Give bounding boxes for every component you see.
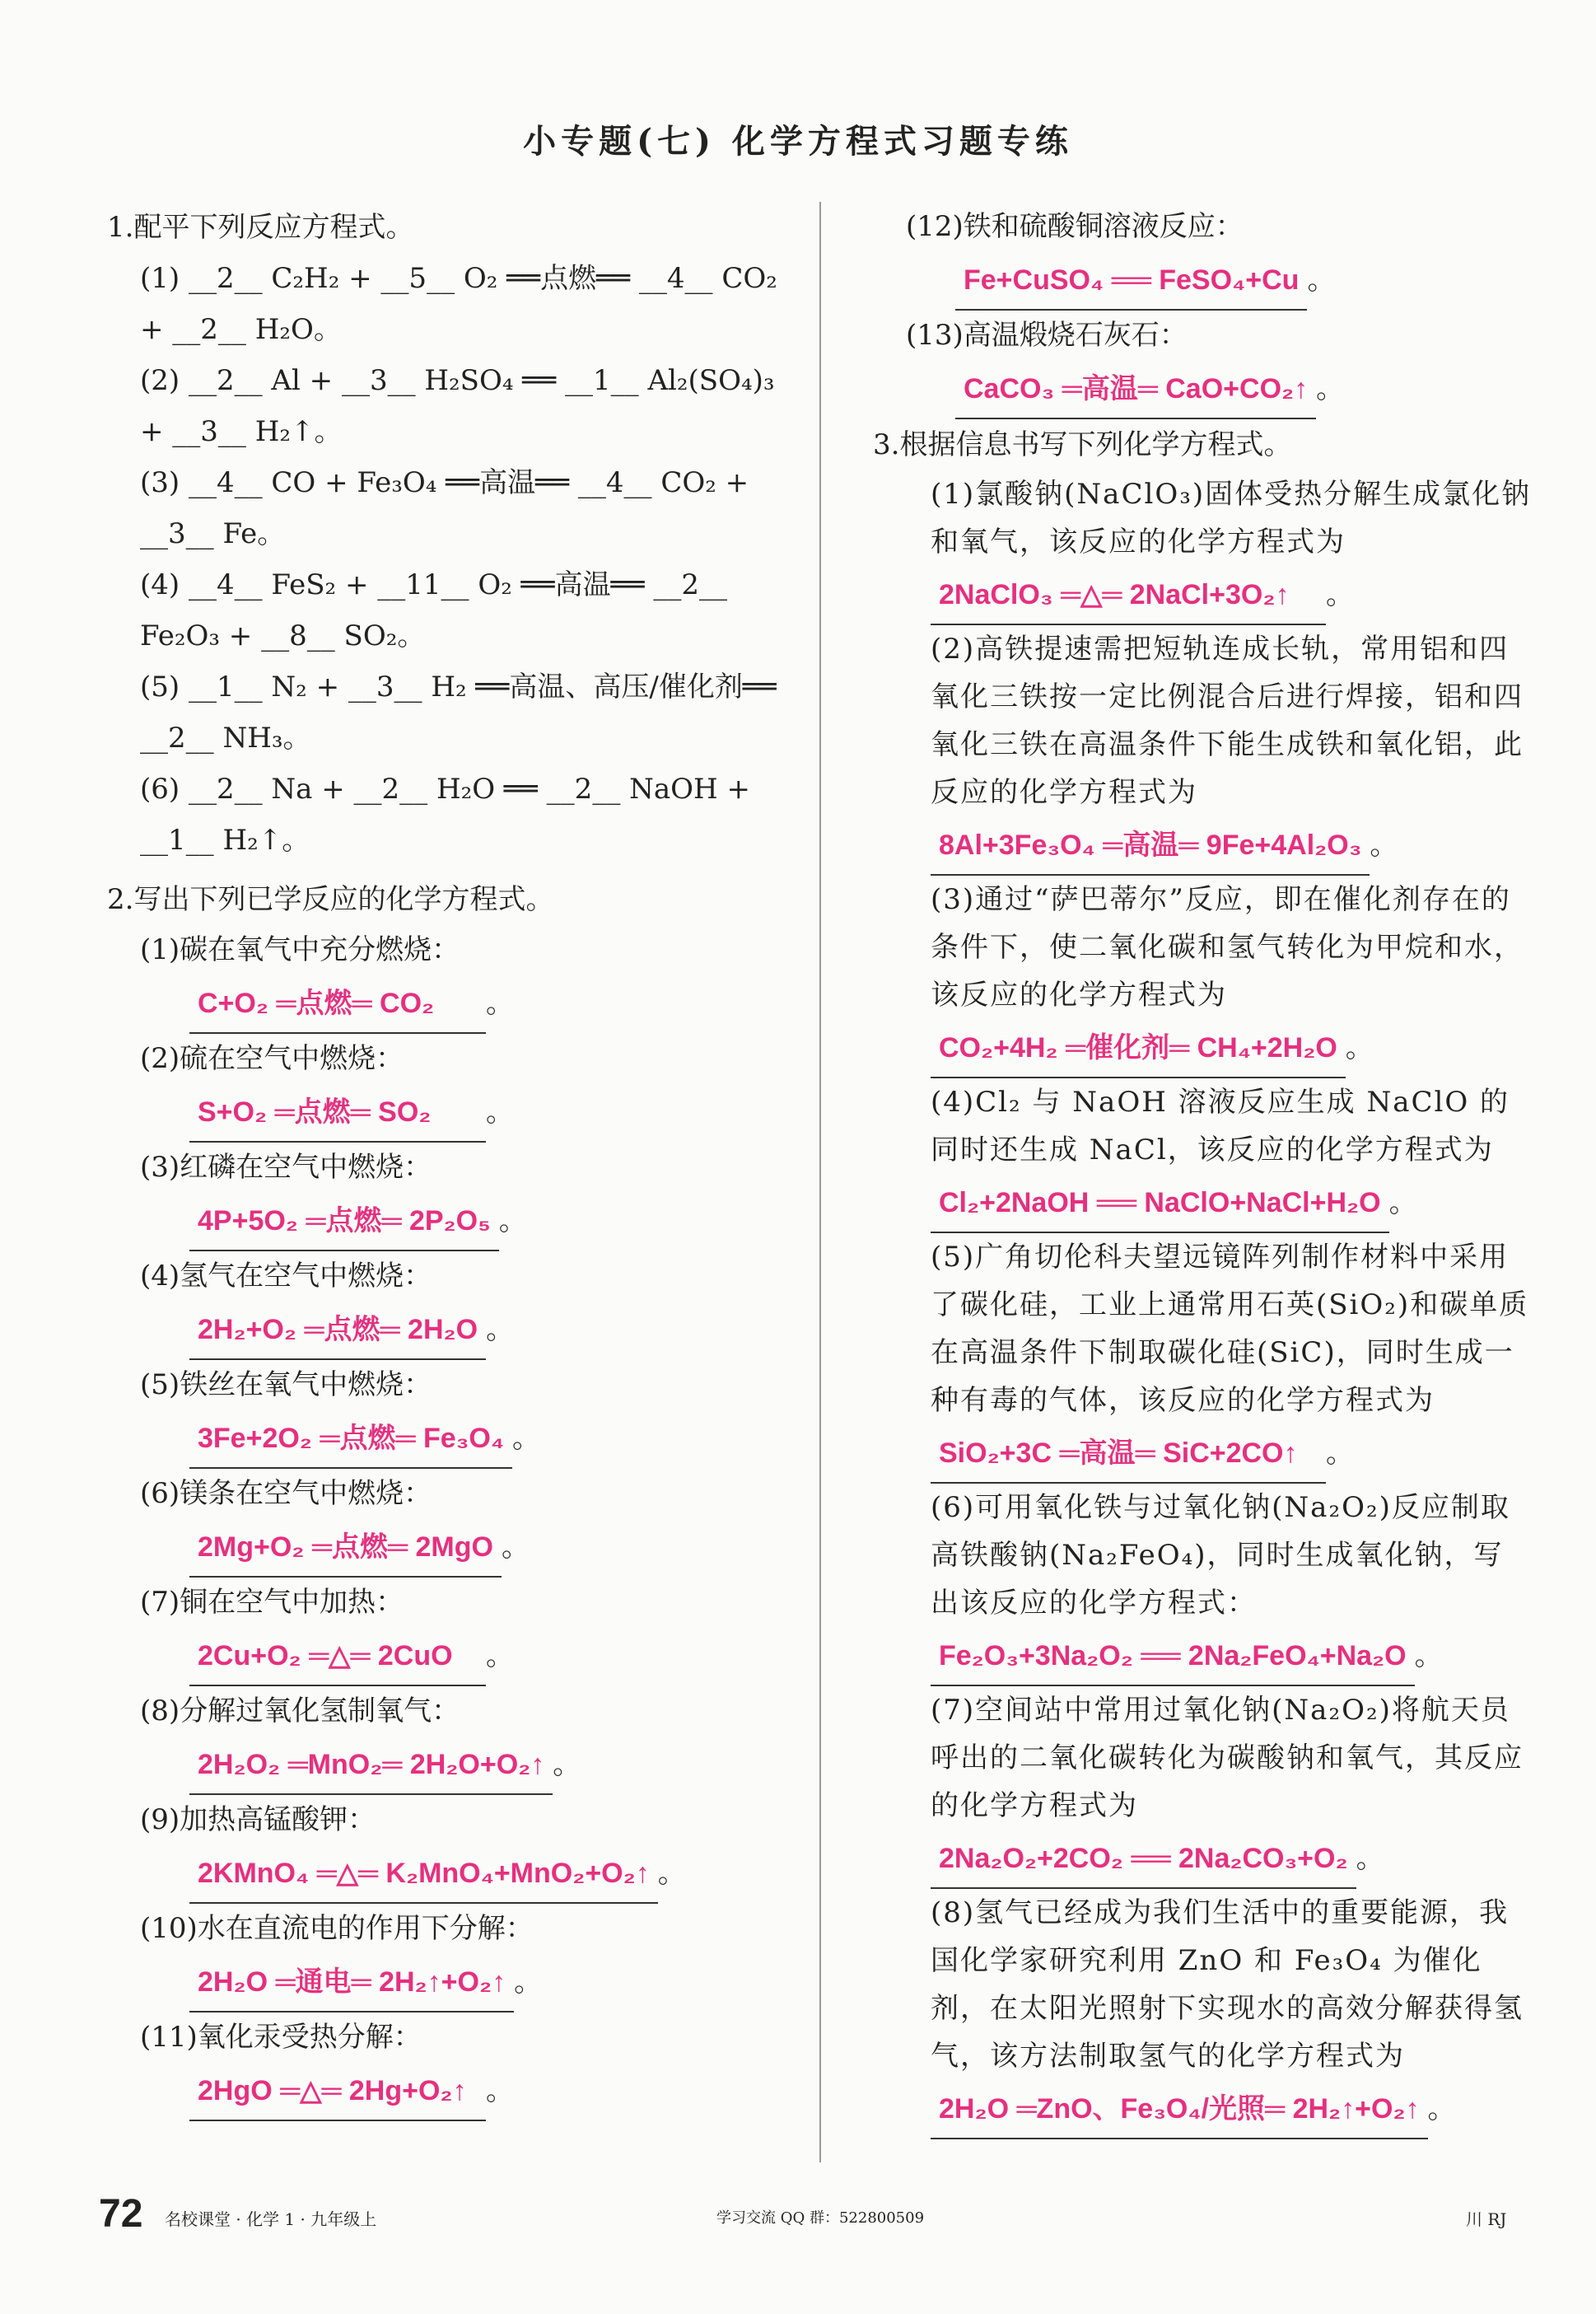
q2-period: 。 xyxy=(486,1639,514,1672)
qq-group: 学习交流 QQ 群：522800509 xyxy=(716,2209,925,2227)
q3-answer-line xyxy=(873,1830,1532,1889)
q3-question: (8)氢气已经成为我们生活中的重要能源，我国化学家研究利用 ZnO 和 Fe₃O₄ 为催化剂，在太阳光照射下实现水的高效分解获得氢气，该方法制取氢气的化学方程式为 xyxy=(931,1896,1524,2073)
q1-item-equation: __2__ Al + __3__ H₂SO₄ ══ __1__ Al₂(SO₄)₃ + __3__ H₂↑。 xyxy=(140,364,775,448)
q2-question: (1)碳在氧气中充分燃烧： xyxy=(140,933,460,966)
q2-question: (10)水在直流电的作用下分解： xyxy=(140,1912,534,1945)
q3-answer: SiO₂+3C ═高温═ SiC+2CO↑ xyxy=(931,1424,1326,1484)
q2-answer-line xyxy=(873,360,1532,419)
q2-answer-line xyxy=(873,251,1532,311)
q2-answer-line xyxy=(107,1192,799,1251)
q3-period: 。 xyxy=(1414,1639,1443,1672)
q2-answer: 4P+5O₂ ═点燃═ 2P₂O₅ xyxy=(189,1192,499,1251)
q3-question: (5)广角切伦科夫望远镜阵列制作材料中采用了碳化硅，工业上通常用石英(SiO₂)和碳单质在高温条件下制取碳化硅(SiC)，同时生成一种有毒的气体，该反应的化学方程式为 xyxy=(931,1241,1529,1417)
q2-period: 。 xyxy=(486,2074,514,2107)
q2-item-6 xyxy=(107,1469,799,1578)
q1-heading: 1.配平下列反应方程式。 xyxy=(107,211,414,244)
q2-answer: C+O₂ ═点燃═ CO₂ xyxy=(189,975,486,1034)
q3-question: (3)通过“萨巴蒂尔”反应，即在催化剂存在的条件下，使二氧化碳和氢气转化为甲烷和水，该反应的化学方程式为 xyxy=(931,883,1524,1012)
page-footer xyxy=(0,2191,1596,2241)
q2-answer-line xyxy=(107,2062,799,2121)
q3-list xyxy=(873,470,1532,2139)
q3-period: 。 xyxy=(1345,1031,1374,1064)
q3-answer: 2Na₂O₂+2CO₂ ══ 2Na₂CO₃+O₂ xyxy=(931,1830,1356,1889)
q2-question: (7)铜在空气中加热： xyxy=(140,1586,404,1619)
q3-answer: CO₂+4H₂ ═催化剂═ CH₄+2H₂O xyxy=(931,1019,1346,1078)
q2-answer-line xyxy=(107,1953,799,2012)
q2-answer-line xyxy=(107,975,799,1034)
q1-item-2 xyxy=(107,355,799,457)
q2-answer: Fe+CuSO₄ ══ FeSO₄+Cu xyxy=(955,251,1307,311)
q2-period: 。 xyxy=(657,1857,686,1890)
q3-heading: 3.根据信息书写下列化学方程式。 xyxy=(873,428,1292,461)
q2-answer: 2Cu+O₂ ═△═ 2CuO xyxy=(189,1627,486,1686)
q3-answer-line xyxy=(873,566,1532,625)
q3-question: (6)可用氧化铁与过氧化钠(Na₂O₂)反应制取高铁酸钠(Na₂FeO₄)，同时生成氧化钠，写出该反应的化学方程式： xyxy=(931,1491,1510,1620)
q3-item-6 xyxy=(873,1484,1532,1686)
q3-answer-line xyxy=(873,1019,1532,1078)
q2-question: (8)分解过氧化氢制氧气： xyxy=(140,1695,460,1727)
column-divider xyxy=(819,202,821,2162)
q1-item-label: (3) xyxy=(140,466,189,499)
q1-item-1 xyxy=(107,253,799,355)
q2-question: (12)铁和硫酸铜溶液反应： xyxy=(906,210,1244,243)
q3-period: 。 xyxy=(1370,829,1398,862)
q1-item-equation: __4__ CO + Fe₃O₄ ══高温══ __4__ CO₂ + __3__ Fe。 xyxy=(140,466,749,550)
q3-answer-line xyxy=(873,1627,1532,1686)
q3-answer-line xyxy=(873,816,1532,876)
q2-period: 。 xyxy=(486,1313,515,1346)
q2-item-8 xyxy=(107,1686,799,1795)
q2-period: 。 xyxy=(1316,372,1345,405)
q2-answer-line xyxy=(107,1736,799,1795)
q2-item-11 xyxy=(107,2012,799,2121)
q3-period: 。 xyxy=(1356,1842,1384,1875)
q3-question: (1)氯酸钠(NaClO₃)固体受热分解生成氯化钠和氧气，该反应的化学方程式为 xyxy=(931,478,1532,559)
q2-question: (13)高温煅烧石灰石： xyxy=(906,319,1188,352)
q1-item-equation: __2__ Na + __2__ H₂O ══ __2__ NaOH + __1__ H₂↑。 xyxy=(140,773,750,857)
q2-answer-line xyxy=(107,1627,799,1686)
page-number: 72 xyxy=(99,2192,143,2236)
q1-item-3 xyxy=(107,457,799,559)
q2-item-9 xyxy=(107,1795,799,1904)
q3-period: 。 xyxy=(1388,1186,1417,1219)
q2-period: 。 xyxy=(501,1531,530,1564)
q3-answer: 2H₂O ═ZnO、Fe₃O₄/光照═ 2H₂↑+O₂↑ xyxy=(931,2080,1428,2139)
q2-answer-line xyxy=(107,1844,799,1904)
q2-answer: 2H₂O₂ ═MnO₂═ 2H₂O+O₂↑ xyxy=(189,1736,553,1795)
q2-item-1 xyxy=(107,925,799,1034)
q1-item-equation: __4__ FeS₂ + __11__ O₂ ══高温══ __2__ Fe₂O₃ + __8__ SO₂。 xyxy=(140,568,727,652)
q2-item-2 xyxy=(107,1034,799,1143)
q1-item-label: (2) xyxy=(140,364,189,397)
q3-answer-line xyxy=(873,1174,1532,1233)
left-column xyxy=(107,202,799,2121)
q2-answer-line xyxy=(107,1409,799,1469)
q2-item-4 xyxy=(107,1251,799,1360)
q1-item-label: (6) xyxy=(140,773,189,806)
q2-heading: 2.写出下列已学反应的化学方程式。 xyxy=(107,883,554,916)
q2-answer: 2Mg+O₂ ═点燃═ 2MgO xyxy=(189,1518,502,1578)
right-column xyxy=(873,202,1532,2139)
q2-item-7 xyxy=(107,1578,799,1686)
q1-item-equation: __2__ C₂H₂ + __5__ O₂ ══点燃══ __4__ CO₂ + __2__ H₂O。 xyxy=(140,262,777,346)
q2-period: 。 xyxy=(553,1748,581,1781)
q1-item-equation: __1__ N₂ + __3__ H₂ ══高温、高压/催化剂══ __2__ NH₃。 xyxy=(140,671,777,755)
q2-list xyxy=(107,925,799,2121)
q3-answer: Cl₂+2NaOH ══ NaClO+NaCl+H₂O xyxy=(931,1174,1389,1233)
q2-question: (6)镁条在空气中燃烧： xyxy=(140,1477,432,1510)
q1-item-label: (4) xyxy=(140,568,189,601)
q2-answer: CaCO₃ ═高温═ CaO+CO₂↑ xyxy=(955,360,1316,419)
q3-item-3 xyxy=(873,876,1532,1078)
q2-answer: S+O₂ ═点燃═ SO₂ xyxy=(189,1083,486,1143)
q3-item-4 xyxy=(873,1078,1532,1233)
q2-answer: 2HgO ═△═ 2Hg+O₂↑ xyxy=(189,2062,486,2121)
q2-answer-line xyxy=(107,1518,799,1578)
edition-label: 川 RJ xyxy=(1466,2209,1507,2229)
q2-list-continued xyxy=(873,202,1532,419)
q2-period: 。 xyxy=(498,1204,527,1237)
q1-item-4 xyxy=(107,559,799,661)
q2-question: (3)红磷在空气中燃烧： xyxy=(140,1151,432,1184)
q3-item-7 xyxy=(873,1686,1532,1889)
q3-question: (7)空间站中常用过氧化钠(Na₂O₂)将航天员呼出的二氧化碳转化为碳酸钠和氧气，其反应的化学方程式为 xyxy=(931,1694,1524,1822)
q3-question: (2)高铁提速需把短轨连成长轨，常用铝和四氧化三铁按一定比例混合后进行焊接，铝和四氧化三铁在高温条件下能生成铁和氧化铝，此反应的化学方程式为 xyxy=(931,633,1524,809)
q2-item-10 xyxy=(107,1904,799,2012)
q3-answer: 2NaClO₃ ═△═ 2NaCl+3O₂↑ xyxy=(931,566,1326,625)
q2-item-3 xyxy=(107,1143,799,1251)
q2-answer-line xyxy=(107,1301,799,1360)
q3-answer: Fe₂O₃+3Na₂O₂ ══ 2Na₂FeO₄+Na₂O xyxy=(931,1627,1415,1686)
q2-answer: 2H₂O ═通电═ 2H₂↑+O₂↑ xyxy=(189,1953,514,2012)
q2-question: (9)加热高锰酸钾： xyxy=(140,1803,376,1836)
q2-question: (4)氢气在空气中燃烧： xyxy=(140,1260,432,1293)
q2-period: 。 xyxy=(486,1096,514,1129)
page-title: 小专题(七) 化学方程式习题专练 xyxy=(523,122,1073,161)
q2-period: 。 xyxy=(512,1422,541,1455)
q3-question: (4)Cl₂ 与 NaOH 溶液反应生成 NaClO 的同时还生成 NaCl，该反应的化学方程式为 xyxy=(931,1086,1510,1166)
q2-answer: 3Fe+2O₂ ═点燃═ Fe₃O₄ xyxy=(189,1409,512,1469)
q3-item-2 xyxy=(873,625,1532,876)
q3-item-5 xyxy=(873,1233,1532,1484)
q2-period: 。 xyxy=(486,987,514,1020)
q1-item-label: (5) xyxy=(140,671,189,704)
q3-item-1 xyxy=(873,470,1532,625)
q2-period: 。 xyxy=(514,1966,543,1998)
q3-item-8 xyxy=(873,1889,1532,2139)
book-title: 名校课堂 · 化学 1 · 九年级上 xyxy=(165,2209,377,2229)
q3-answer: 8Al+3Fe₃O₄ ═高温═ 9Fe+4Al₂O₃ xyxy=(931,816,1370,876)
q2-item-5 xyxy=(107,1360,799,1469)
q3-period: 。 xyxy=(1326,578,1354,611)
q1-list xyxy=(107,253,799,866)
q2-answer-line xyxy=(107,1083,799,1143)
q1-item-6 xyxy=(107,764,799,866)
q3-period: 。 xyxy=(1427,2092,1456,2125)
q1-item-5 xyxy=(107,661,799,764)
q3-answer-line xyxy=(873,2080,1532,2139)
q2-question: (2)硫在空气中燃烧： xyxy=(140,1042,404,1075)
q2-question: (5)铁丝在氧气中燃烧： xyxy=(140,1368,432,1401)
q2-item-13 xyxy=(873,311,1532,419)
q2-answer: 2KMnO₄ ═△═ K₂MnO₄+MnO₂+O₂↑ xyxy=(189,1844,658,1904)
q2-item-12 xyxy=(873,202,1532,311)
q1-item-label: (1) xyxy=(140,262,189,295)
q3-answer-line xyxy=(873,1424,1532,1484)
q3-period: 。 xyxy=(1326,1437,1354,1470)
q2-period: 。 xyxy=(1307,264,1336,297)
q2-answer: 2H₂+O₂ ═点燃═ 2H₂O xyxy=(189,1301,486,1360)
q2-question: (11)氧化汞受热分解： xyxy=(140,2021,422,2054)
